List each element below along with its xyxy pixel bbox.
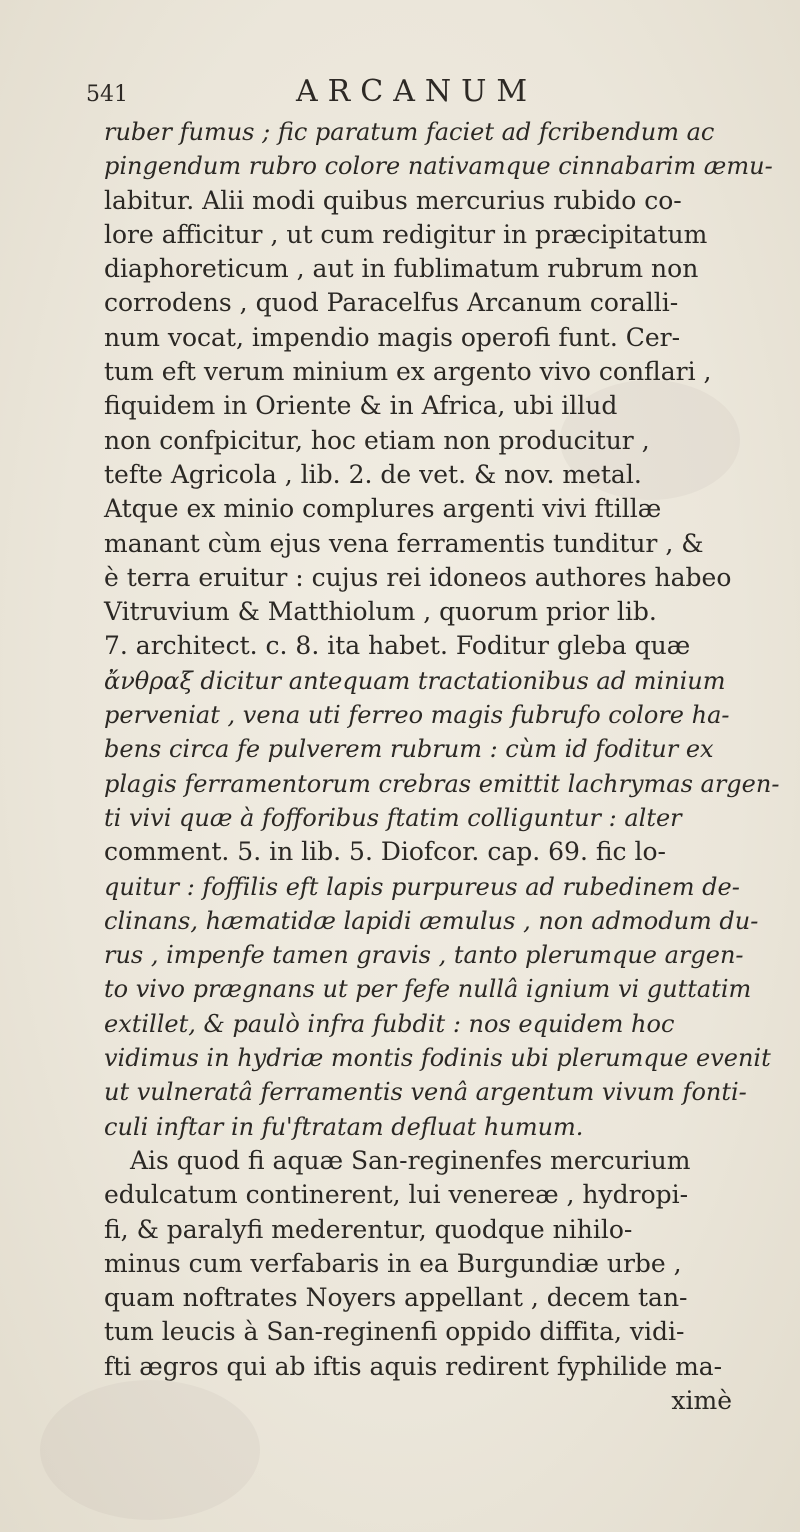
text-line: fiquidem in Oriente & in Africa, ubi illud xyxy=(104,391,618,421)
text-line: comment. 5. in lib. 5. Diofcor. cap. 69. fic lo- xyxy=(104,837,666,867)
text-line: extillet, & paulò infra fubdit : nos equidem hoc xyxy=(104,1009,675,1038)
text-line: vidimus in hydriæ montis fodinis ubi plerumque evenit xyxy=(104,1044,771,1073)
text-line: Ais quod fi aquæ San-reginenfes mercurium xyxy=(130,1145,691,1175)
text-line: fi, & paralyfi mederentur, quodque nihilo- xyxy=(104,1214,633,1244)
text-line: bens circa fe pulverem rubrum : cùm id foditur ex xyxy=(104,735,714,764)
text-line: corrodens , quod Paracelfus Arcanum coralli- xyxy=(104,288,679,318)
text-line: ruber fumus ; fic paratum faciet ad fcribendum ac xyxy=(104,118,715,146)
text-line: tum eft verum minium ex argento vivo conflari , xyxy=(104,357,712,387)
text-line: manant cùm ejus vena ferramentis tunditur , & xyxy=(104,528,704,558)
text-line: rus , impenfe tamen gravis , tanto plerumque argen- xyxy=(104,941,744,970)
text-line: tefte Agricola , lib. 2. de vet. & nov. metal. xyxy=(104,459,642,489)
text-line: pingendum rubro colore nativamque cinnabarim æmu- xyxy=(104,152,773,181)
text-line: 7. architect. c. 8. ita habet. Foditur gleba quæ xyxy=(104,631,691,661)
text-line: lore afficitur , ut cum redigitur in præcipitatum xyxy=(104,219,708,249)
body-text xyxy=(104,115,780,1418)
text-line: Atque ex minio complures argenti vivi ftillæ xyxy=(104,494,662,524)
text-line: è terra eruitur : cujus rei idoneos authores habeo xyxy=(104,562,732,592)
text-line: quam noftrates Noyers appellant , decem tan- xyxy=(104,1283,688,1313)
text-line: Vitruvium & Matthiolum , quorum prior lib. xyxy=(104,597,657,627)
text-line: ἄνθραξ dicitur antequam tractationibus ad minium xyxy=(104,666,726,695)
text-line: quitur : foffilis eft lapis purpureus ad rubedinem de- xyxy=(104,872,740,901)
text-line: ximè xyxy=(671,1385,732,1415)
text-line: culi inftar in fu'ftratam defluat humum. xyxy=(104,1112,584,1141)
text-line: to vivo prægnans ut per fefe nullâ ignium vi guttatim xyxy=(104,975,752,1004)
page-number: 541 xyxy=(86,82,128,107)
page-header xyxy=(86,74,726,114)
text-line: non confpicitur, hoc etiam non producitur , xyxy=(104,425,650,455)
text-line: minus cum verfabaris in ea Burgundiæ urbe , xyxy=(104,1248,682,1278)
text-line: tum leucis à San-reginenfi oppido diffita, vidi- xyxy=(104,1317,685,1347)
text-line: diaphoreticum , aut in fublimatum rubrum non xyxy=(104,254,699,284)
running-head: ARCANUM xyxy=(296,74,538,109)
text-line: labitur. Alii modi quibus mercurius rubido co- xyxy=(104,185,682,215)
text-line: edulcatum continerent, lui venereæ , hydropi- xyxy=(104,1180,689,1210)
text-line: perveniat , vena uti ferreo magis fubrufo colore ha- xyxy=(104,701,730,730)
text-line: ut vulneratâ ferramentis venâ argentum vivum fonti- xyxy=(104,1078,747,1107)
text-line: ti vivi quæ à fofforibus ftatim colliguntur : alter xyxy=(104,803,682,832)
text-line: clinans, hæmatidæ lapidi æmulus , non admodum du- xyxy=(104,906,759,935)
text-line: plagis ferramentorum crebras emittit lachrymas argen- xyxy=(104,769,780,798)
text-line: num vocat, impendio magis operofi funt. Cer- xyxy=(104,322,681,352)
text-line: fti ægros qui ab iftis aquis redirent fyphilide ma- xyxy=(104,1351,723,1381)
